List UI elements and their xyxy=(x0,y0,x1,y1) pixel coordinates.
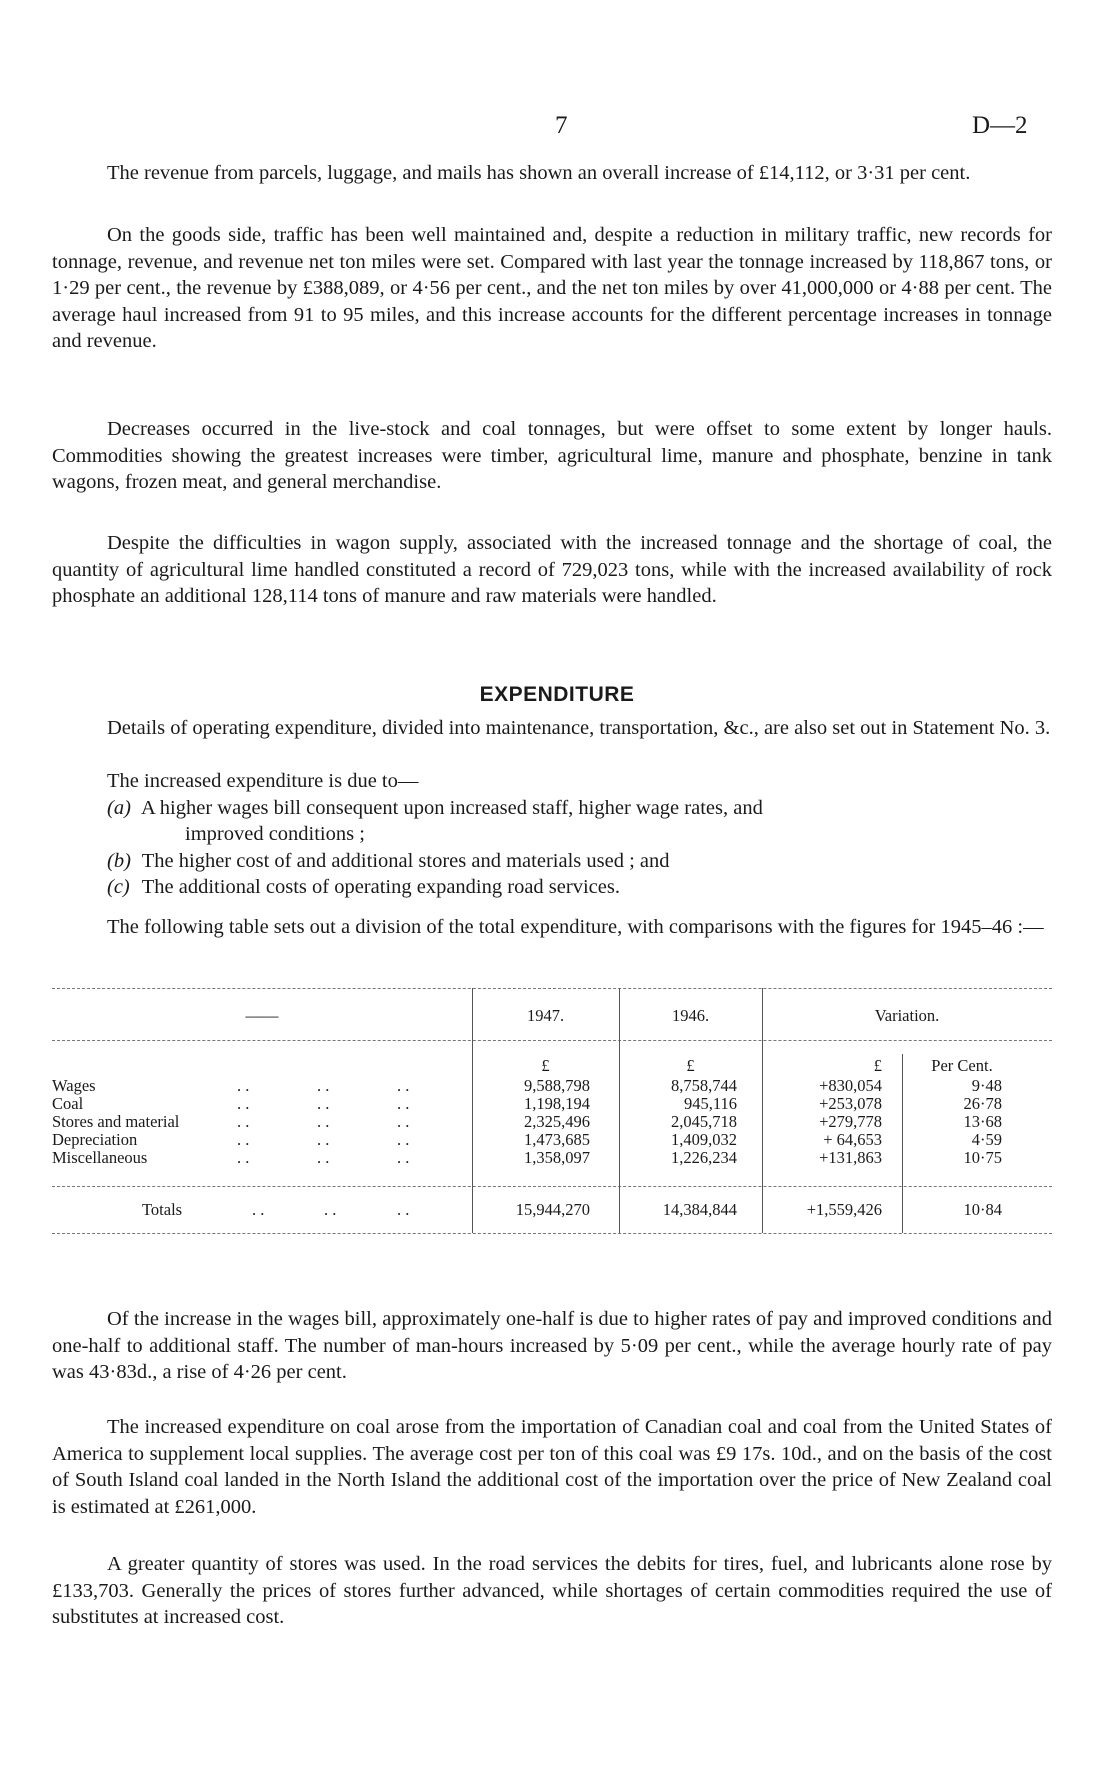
row-leaders: . . xyxy=(237,1112,250,1131)
table-total-1947: 15,944,270 xyxy=(515,1200,590,1219)
table-row-label: Wages xyxy=(52,1076,96,1095)
paragraph-stores: A greater quantity of stores was used. In the road services the debits for tires, fuel, and lubricants alone rose by £133,703. Generally the prices of stores further advanced, while shortages of certain commodities required the use of substitutes at increased cost. xyxy=(52,1553,1052,1628)
paragraph-wages-increase: Of the increase in the wages bill, approximately one-half is due to higher rates of pay and improved conditions and one-half to additional staff. The number of man-hours increased by 5·09 per cent., while the average hourly rate of pay was 43·83d., a rise of 4·26 per cent. xyxy=(52,1308,1052,1383)
expenditure-table xyxy=(52,988,1052,1288)
unit-1947: £ xyxy=(541,1056,550,1075)
row-leaders: . . xyxy=(397,1148,410,1167)
row-leaders: . . xyxy=(237,1076,250,1095)
list-item-a xyxy=(107,795,1052,822)
table-cell-1946: 8,758,744 xyxy=(671,1076,737,1095)
table-cell-1946: 1,226,234 xyxy=(671,1148,737,1167)
list-label: (b) xyxy=(107,850,131,872)
row-leaders: . . xyxy=(237,1094,250,1113)
table-cell-1946: 945,116 xyxy=(683,1094,737,1113)
table-row-label: Coal xyxy=(52,1094,84,1113)
row-leaders: . . xyxy=(317,1112,330,1131)
list-label: (a) xyxy=(107,797,131,819)
list-item-b xyxy=(107,848,1052,875)
table-cell-percent: 4·59 xyxy=(971,1130,1002,1149)
unit-variation: £ xyxy=(873,1056,882,1075)
table-cell-1947: 1,198,194 xyxy=(524,1094,590,1113)
table-cell-variation: +131,863 xyxy=(819,1148,882,1167)
paragraph-decreases: Decreases occurred in the live-stock and coal tonnages, but were offset to some extent by longer hauls. Commodities showing the greatest increases were timber, agricultural lime, manure and phosphate, benzine in tank wagons, frozen meat, and general merchandise. xyxy=(52,418,1052,493)
table-cell-percent: 9·48 xyxy=(971,1076,1002,1095)
table-header-1946: 1946. xyxy=(671,1006,710,1025)
table-totals-label: Totals xyxy=(142,1200,183,1219)
row-leaders: . . xyxy=(324,1200,337,1219)
table-cell-variation: + 64,653 xyxy=(823,1130,882,1149)
row-leaders: . . xyxy=(317,1148,330,1167)
unit-1946: £ xyxy=(686,1056,695,1075)
page-number: 7 xyxy=(555,112,568,139)
row-leaders: . . xyxy=(397,1112,410,1131)
list-text: A higher wages bill consequent upon increased staff, higher wage rates, and xyxy=(141,797,763,819)
table-rule-bottom xyxy=(52,1233,1052,1234)
table-cell-1947: 1,473,685 xyxy=(524,1130,590,1149)
paragraph-goods-traffic: On the goods side, traffic has been well maintained and, despite a reduction in military traffic, new records for tonnage, revenue, and revenue net ton miles were set. Compared with last year the tonnage increased by 118,867 tons, or 1·29 per cent., the revenue by £388,089, or 4·56 per cent., and the net ton miles by over 41,000,000 or 4·88 per cent. The average haul increased from 91 to 95 miles, and this increase accounts for the different percentage increases in tonnage and revenue. xyxy=(52,224,1052,352)
table-row-label: Miscellaneous xyxy=(52,1148,148,1167)
list-text: The higher cost of and additional stores and materials used ; and xyxy=(141,850,670,872)
unit-percent: Per Cent. xyxy=(931,1056,993,1075)
table-cell-1946: 2,045,718 xyxy=(671,1112,737,1131)
section-heading-expenditure: EXPENDITURE xyxy=(479,683,635,706)
paragraph-wagon-supply: Despite the difficulties in wagon supply, associated with the increased tonnage and the shortage of coal, the quantity of agricultural lime handled constituted a record of 729,023 tons, while with the increased availability of rock phosphate an additional 128,114 tons of manure and raw materials were handled. xyxy=(52,532,1052,607)
table-header-1947: 1947. xyxy=(526,1006,565,1025)
table-cell-percent: 13·68 xyxy=(963,1112,1002,1131)
table-cell-variation: +253,078 xyxy=(819,1094,882,1113)
paragraph-coal-expenditure: The increased expenditure on coal arose from the importation of Canadian coal and coal from the United States of America to supplement local supplies. The average cost per ton of this coal was £9 17s. 10d., and on the basis of the cost of South Island coal landed in the North Island the additional cost of the importation over the price of New Zealand coal is estimated at £261,000. xyxy=(52,1416,1052,1518)
table-cell-variation: +830,054 xyxy=(819,1076,882,1095)
list-item-c xyxy=(107,874,1052,901)
table-cell-percent: 26·78 xyxy=(963,1094,1002,1113)
paragraph-table-intro: The following table sets out a division of the total expenditure, with comparisons with the figures for 1945–46 :— xyxy=(107,916,1044,938)
list-text: The additional costs of operating expanding road services. xyxy=(141,876,620,898)
table-total-variation: +1,559,426 xyxy=(806,1200,882,1219)
table-cell-percent: 10·75 xyxy=(963,1148,1002,1167)
row-leaders: . . xyxy=(317,1094,330,1113)
row-leaders: . . xyxy=(317,1076,330,1095)
row-leaders: . . xyxy=(397,1094,410,1113)
table-cell-variation: +279,778 xyxy=(819,1112,882,1131)
row-leaders: . . xyxy=(397,1130,410,1149)
list-label: (c) xyxy=(107,876,130,898)
row-leaders: . . xyxy=(252,1200,265,1219)
paragraph-expenditure-intro: Details of operating expenditure, divided into maintenance, transportation, &c., are also set out in Statement No. 3. xyxy=(107,717,1051,739)
table-stub-header: —— xyxy=(245,1006,279,1025)
table-cell-1946: 1,409,032 xyxy=(671,1130,737,1149)
table-total-1946: 14,384,844 xyxy=(662,1200,737,1219)
list-item-a-continuation: improved conditions ; xyxy=(185,823,365,845)
table-rule-header xyxy=(52,1040,1052,1041)
paragraph-parcels-revenue: The revenue from parcels, luggage, and mails has shown an overall increase of £14,112, or 3·31 per cent. xyxy=(107,162,971,184)
row-leaders: . . xyxy=(237,1130,250,1149)
table-rule-top xyxy=(52,988,1052,989)
row-leaders: . . xyxy=(317,1130,330,1149)
table-total-percent: 10·84 xyxy=(963,1200,1002,1219)
row-leaders: . . xyxy=(397,1200,410,1219)
page-header xyxy=(0,112,1114,142)
table-cell-1947: 1,358,097 xyxy=(524,1148,590,1167)
table-cell-1947: 2,325,496 xyxy=(524,1112,590,1131)
paragraph-due-to: The increased expenditure is due to— xyxy=(107,770,419,792)
document-reference: D—2 xyxy=(972,112,1028,139)
table-row-label: Depreciation xyxy=(52,1130,138,1149)
table-header-variation: Variation. xyxy=(874,1006,940,1025)
row-leaders: . . xyxy=(397,1076,410,1095)
table-row-label: Stores and material xyxy=(52,1112,180,1131)
row-leaders: . . xyxy=(237,1148,250,1167)
table-cell-1947: 9,588,798 xyxy=(524,1076,590,1095)
